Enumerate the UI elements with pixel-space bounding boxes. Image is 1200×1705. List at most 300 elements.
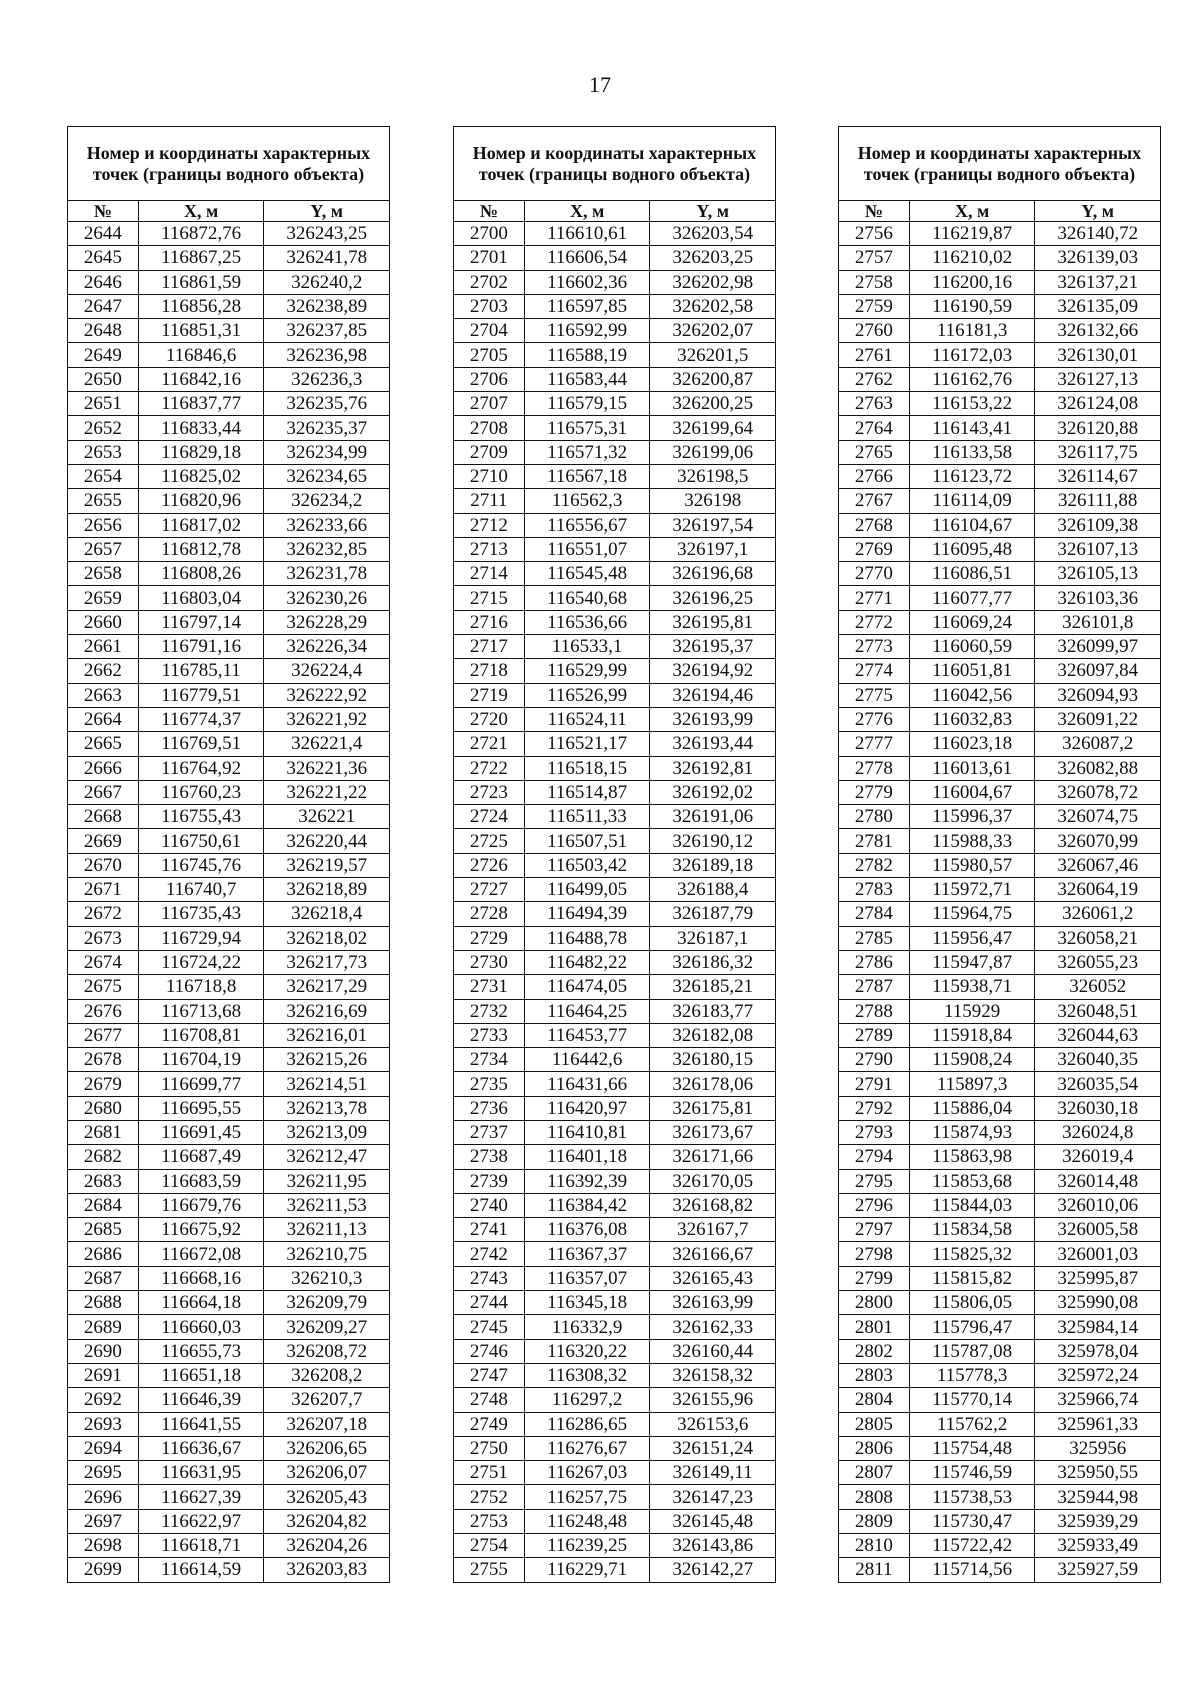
table-row — [839, 902, 1161, 926]
table-row — [454, 756, 776, 780]
table-row — [839, 1048, 1161, 1072]
table-title: Номер и координаты характерных точек (границы водного объекта) — [839, 127, 1161, 201]
table-row — [454, 853, 776, 877]
y-coordinate-cell: 326196,25 — [650, 586, 776, 610]
table-row — [839, 319, 1161, 343]
x-coordinate-cell: 116567,18 — [524, 464, 650, 488]
y-coordinate-cell: 326166,67 — [650, 1242, 776, 1266]
y-coordinate-cell: 326195,81 — [650, 610, 776, 634]
x-coordinate-cell: 116095,48 — [909, 537, 1035, 561]
point-number-cell: 2774 — [839, 659, 910, 683]
table-row — [68, 853, 390, 877]
table-row — [68, 659, 390, 683]
table-row — [68, 805, 390, 829]
table-row — [68, 999, 390, 1023]
x-coordinate-cell: 116488,78 — [524, 926, 650, 950]
table-row — [839, 1291, 1161, 1315]
table-row — [68, 1412, 390, 1436]
point-number-cell: 2704 — [454, 319, 525, 343]
x-coordinate-cell: 116104,67 — [909, 513, 1035, 537]
point-number-cell: 2731 — [454, 975, 525, 999]
point-number-cell: 2742 — [454, 1242, 525, 1266]
y-coordinate-cell: 326197,1 — [650, 537, 776, 561]
y-coordinate-cell: 326198,5 — [650, 464, 776, 488]
point-number-cell: 2748 — [454, 1388, 525, 1412]
table-row — [68, 586, 390, 610]
table-row — [839, 1023, 1161, 1047]
table-row — [68, 537, 390, 561]
table-row — [454, 950, 776, 974]
x-coordinate-cell: 116556,67 — [524, 513, 650, 537]
table-row — [839, 1266, 1161, 1290]
x-coordinate-cell: 116540,68 — [524, 586, 650, 610]
y-coordinate-cell: 326238,89 — [264, 294, 390, 318]
x-coordinate-cell: 116699,77 — [138, 1072, 264, 1096]
table-row — [839, 1193, 1161, 1217]
y-coordinate-cell: 326170,05 — [650, 1169, 776, 1193]
table-row — [68, 732, 390, 756]
x-coordinate-cell: 116679,76 — [138, 1193, 264, 1217]
x-coordinate-cell: 116503,42 — [524, 853, 650, 877]
column-header-number: № — [454, 201, 525, 222]
table-row — [454, 999, 776, 1023]
table-row — [454, 1363, 776, 1387]
y-coordinate-cell: 326147,23 — [650, 1485, 776, 1509]
y-coordinate-cell: 326220,44 — [264, 829, 390, 853]
point-number-cell: 2699 — [68, 1558, 139, 1582]
x-coordinate-cell: 115938,71 — [909, 975, 1035, 999]
y-coordinate-cell: 325950,55 — [1035, 1461, 1161, 1485]
point-number-cell: 2770 — [839, 562, 910, 586]
point-number-cell: 2799 — [839, 1266, 910, 1290]
table-row — [454, 1461, 776, 1485]
point-number-cell: 2784 — [839, 902, 910, 926]
x-coordinate-cell: 116521,17 — [524, 732, 650, 756]
table-row — [68, 1023, 390, 1047]
table-row — [68, 440, 390, 464]
y-coordinate-cell: 326167,7 — [650, 1218, 776, 1242]
y-coordinate-cell: 326171,66 — [650, 1145, 776, 1169]
x-coordinate-cell: 116842,16 — [138, 367, 264, 391]
y-coordinate-cell: 326218,89 — [264, 878, 390, 902]
point-number-cell: 2662 — [68, 659, 139, 683]
table-row — [454, 829, 776, 853]
y-coordinate-cell: 326155,96 — [650, 1388, 776, 1412]
table-row — [454, 319, 776, 343]
y-coordinate-cell: 326198 — [650, 489, 776, 513]
y-coordinate-cell: 326221,4 — [264, 732, 390, 756]
x-coordinate-cell: 115770,14 — [909, 1388, 1035, 1412]
table-row — [454, 1509, 776, 1533]
point-number-cell: 2754 — [454, 1534, 525, 1558]
x-coordinate-cell: 116069,24 — [909, 610, 1035, 634]
x-coordinate-cell: 116051,81 — [909, 659, 1035, 683]
point-number-cell: 2780 — [839, 805, 910, 829]
point-number-cell: 2730 — [454, 950, 525, 974]
x-coordinate-cell: 115956,47 — [909, 926, 1035, 950]
x-coordinate-cell: 116755,43 — [138, 805, 264, 829]
point-number-cell: 2703 — [454, 294, 525, 318]
table-row — [68, 1072, 390, 1096]
x-coordinate-cell: 116575,31 — [524, 416, 650, 440]
point-number-cell: 2808 — [839, 1485, 910, 1509]
x-coordinate-cell: 116812,78 — [138, 537, 264, 561]
point-number-cell: 2689 — [68, 1315, 139, 1339]
y-coordinate-cell: 326212,47 — [264, 1145, 390, 1169]
point-number-cell: 2737 — [454, 1120, 525, 1144]
x-coordinate-cell: 116499,05 — [524, 878, 650, 902]
y-coordinate-cell: 326240,2 — [264, 270, 390, 294]
x-coordinate-cell: 115754,48 — [909, 1436, 1035, 1460]
y-coordinate-cell: 325984,14 — [1035, 1315, 1161, 1339]
table-row — [839, 1558, 1161, 1582]
x-coordinate-cell: 116774,37 — [138, 707, 264, 731]
y-coordinate-cell: 326070,99 — [1035, 829, 1161, 853]
x-coordinate-cell: 116791,16 — [138, 635, 264, 659]
point-number-cell: 2658 — [68, 562, 139, 586]
coordinates-table — [838, 126, 1161, 1583]
point-number-cell: 2655 — [68, 489, 139, 513]
y-coordinate-cell: 325939,29 — [1035, 1509, 1161, 1533]
x-coordinate-cell: 116610,61 — [524, 222, 650, 246]
table-row — [454, 1023, 776, 1047]
x-coordinate-cell: 116631,95 — [138, 1461, 264, 1485]
point-number-cell: 2717 — [454, 635, 525, 659]
point-number-cell: 2783 — [839, 878, 910, 902]
point-number-cell: 2686 — [68, 1242, 139, 1266]
point-number-cell: 2682 — [68, 1145, 139, 1169]
table-row — [68, 878, 390, 902]
point-number-cell: 2809 — [839, 1509, 910, 1533]
point-number-cell: 2698 — [68, 1534, 139, 1558]
table-row — [454, 805, 776, 829]
table-row — [68, 392, 390, 416]
x-coordinate-cell: 116618,71 — [138, 1534, 264, 1558]
table-row — [68, 416, 390, 440]
y-coordinate-cell: 326218,4 — [264, 902, 390, 926]
table-row — [839, 683, 1161, 707]
x-coordinate-cell: 116162,76 — [909, 367, 1035, 391]
x-coordinate-cell: 116655,73 — [138, 1339, 264, 1363]
table-row — [68, 707, 390, 731]
table-row — [839, 1218, 1161, 1242]
y-coordinate-cell: 326139,03 — [1035, 246, 1161, 270]
point-number-cell: 2648 — [68, 319, 139, 343]
column-header-y: Y, м — [650, 201, 776, 222]
table-row — [839, 294, 1161, 318]
y-coordinate-cell: 326215,26 — [264, 1048, 390, 1072]
point-number-cell: 2767 — [839, 489, 910, 513]
table-row — [68, 1120, 390, 1144]
x-coordinate-cell: 116143,41 — [909, 416, 1035, 440]
y-coordinate-cell: 326186,32 — [650, 950, 776, 974]
y-coordinate-cell: 326209,27 — [264, 1315, 390, 1339]
table-row — [839, 367, 1161, 391]
y-coordinate-cell: 326168,82 — [650, 1193, 776, 1217]
point-number-cell: 2693 — [68, 1412, 139, 1436]
point-number-cell: 2743 — [454, 1266, 525, 1290]
point-number-cell: 2708 — [454, 416, 525, 440]
point-number-cell: 2690 — [68, 1339, 139, 1363]
x-coordinate-cell: 116614,59 — [138, 1558, 264, 1582]
y-coordinate-cell: 326224,4 — [264, 659, 390, 683]
table-row — [454, 1242, 776, 1266]
y-coordinate-cell: 326137,21 — [1035, 270, 1161, 294]
x-coordinate-cell: 116410,81 — [524, 1120, 650, 1144]
point-number-cell: 2746 — [454, 1339, 525, 1363]
y-coordinate-cell: 326067,46 — [1035, 853, 1161, 877]
point-number-cell: 2716 — [454, 610, 525, 634]
point-number-cell: 2803 — [839, 1363, 910, 1387]
x-coordinate-cell: 116511,33 — [524, 805, 650, 829]
table-row — [839, 1072, 1161, 1096]
point-number-cell: 2763 — [839, 392, 910, 416]
table-row — [68, 1485, 390, 1509]
table-row — [839, 464, 1161, 488]
point-number-cell: 2665 — [68, 732, 139, 756]
point-number-cell: 2700 — [454, 222, 525, 246]
x-coordinate-cell: 116846,6 — [138, 343, 264, 367]
table-row — [68, 1242, 390, 1266]
y-coordinate-cell: 325990,08 — [1035, 1291, 1161, 1315]
x-coordinate-cell: 116735,43 — [138, 902, 264, 926]
table-row — [839, 1315, 1161, 1339]
x-coordinate-cell: 116442,6 — [524, 1048, 650, 1072]
y-coordinate-cell: 326200,87 — [650, 367, 776, 391]
point-number-cell: 2656 — [68, 513, 139, 537]
x-coordinate-cell: 115918,84 — [909, 1023, 1035, 1047]
table-row — [454, 1193, 776, 1217]
point-number-cell: 2738 — [454, 1145, 525, 1169]
x-coordinate-cell: 116687,49 — [138, 1145, 264, 1169]
x-coordinate-cell: 116825,02 — [138, 464, 264, 488]
table-row — [454, 1048, 776, 1072]
table-row — [839, 635, 1161, 659]
x-coordinate-cell: 116401,18 — [524, 1145, 650, 1169]
y-coordinate-cell: 326107,13 — [1035, 537, 1161, 561]
y-coordinate-cell: 326216,69 — [264, 999, 390, 1023]
point-number-cell: 2745 — [454, 1315, 525, 1339]
point-number-cell: 2680 — [68, 1096, 139, 1120]
table-row — [68, 635, 390, 659]
x-coordinate-cell: 116482,22 — [524, 950, 650, 974]
table-row — [839, 853, 1161, 877]
table-row — [454, 1558, 776, 1582]
x-coordinate-cell: 116545,48 — [524, 562, 650, 586]
x-coordinate-cell: 116200,16 — [909, 270, 1035, 294]
x-coordinate-cell: 116597,85 — [524, 294, 650, 318]
x-coordinate-cell: 115996,37 — [909, 805, 1035, 829]
point-number-cell: 2673 — [68, 926, 139, 950]
x-coordinate-cell: 116708,81 — [138, 1023, 264, 1047]
x-coordinate-cell: 116431,66 — [524, 1072, 650, 1096]
table-row — [68, 489, 390, 513]
y-coordinate-cell: 326048,51 — [1035, 999, 1161, 1023]
y-coordinate-cell: 326194,92 — [650, 659, 776, 683]
y-coordinate-cell: 326196,68 — [650, 562, 776, 586]
table-row — [839, 707, 1161, 731]
point-number-cell: 2709 — [454, 440, 525, 464]
x-coordinate-cell: 115762,2 — [909, 1412, 1035, 1436]
point-number-cell: 2787 — [839, 975, 910, 999]
x-coordinate-cell: 116803,04 — [138, 586, 264, 610]
point-number-cell: 2713 — [454, 537, 525, 561]
table-row — [68, 294, 390, 318]
x-coordinate-cell: 115988,33 — [909, 829, 1035, 853]
point-number-cell: 2772 — [839, 610, 910, 634]
x-coordinate-cell: 116181,3 — [909, 319, 1035, 343]
y-coordinate-cell: 326233,66 — [264, 513, 390, 537]
x-coordinate-cell: 115722,42 — [909, 1534, 1035, 1558]
x-coordinate-cell: 115730,47 — [909, 1509, 1035, 1533]
x-coordinate-cell: 116474,05 — [524, 975, 650, 999]
y-coordinate-cell: 326140,72 — [1035, 222, 1161, 246]
table-row — [839, 950, 1161, 974]
x-coordinate-cell: 116867,25 — [138, 246, 264, 270]
table-row — [454, 294, 776, 318]
x-coordinate-cell: 115806,05 — [909, 1291, 1035, 1315]
x-coordinate-cell: 116695,55 — [138, 1096, 264, 1120]
x-coordinate-cell: 116602,36 — [524, 270, 650, 294]
x-coordinate-cell: 116219,87 — [909, 222, 1035, 246]
point-number-cell: 2796 — [839, 1193, 910, 1217]
point-number-cell: 2773 — [839, 635, 910, 659]
y-coordinate-cell: 326182,08 — [650, 1023, 776, 1047]
x-coordinate-cell: 116077,77 — [909, 586, 1035, 610]
y-coordinate-cell: 326097,84 — [1035, 659, 1161, 683]
y-coordinate-cell: 326197,54 — [650, 513, 776, 537]
x-coordinate-cell: 116668,16 — [138, 1266, 264, 1290]
y-coordinate-cell: 326192,02 — [650, 780, 776, 804]
x-coordinate-cell: 116718,8 — [138, 975, 264, 999]
table-row — [454, 659, 776, 683]
table-row — [839, 416, 1161, 440]
y-coordinate-cell: 326209,79 — [264, 1291, 390, 1315]
table-body — [68, 222, 390, 1583]
x-coordinate-cell: 116797,14 — [138, 610, 264, 634]
table-row — [839, 489, 1161, 513]
point-number-cell: 2688 — [68, 1291, 139, 1315]
column-header-x: X, м — [524, 201, 650, 222]
point-number-cell: 2661 — [68, 635, 139, 659]
table-row — [454, 1096, 776, 1120]
point-number-cell: 2789 — [839, 1023, 910, 1047]
point-number-cell: 2755 — [454, 1558, 525, 1582]
x-coordinate-cell: 116750,61 — [138, 829, 264, 853]
x-coordinate-cell: 116494,39 — [524, 902, 650, 926]
table-row — [839, 222, 1161, 246]
x-coordinate-cell: 115746,59 — [909, 1461, 1035, 1485]
point-number-cell: 2681 — [68, 1120, 139, 1144]
x-coordinate-cell: 116332,9 — [524, 1315, 650, 1339]
table-row — [68, 1534, 390, 1558]
x-coordinate-cell: 116562,3 — [524, 489, 650, 513]
y-coordinate-cell: 326162,33 — [650, 1315, 776, 1339]
table-row — [454, 610, 776, 634]
table-row — [454, 683, 776, 707]
point-number-cell: 2765 — [839, 440, 910, 464]
point-number-cell: 2802 — [839, 1339, 910, 1363]
point-number-cell: 2726 — [454, 853, 525, 877]
y-coordinate-cell: 326145,48 — [650, 1509, 776, 1533]
y-coordinate-cell: 326087,2 — [1035, 732, 1161, 756]
x-coordinate-cell: 116376,08 — [524, 1218, 650, 1242]
table-row — [68, 1388, 390, 1412]
table-row — [68, 464, 390, 488]
point-number-cell: 2650 — [68, 367, 139, 391]
x-coordinate-cell: 115787,08 — [909, 1339, 1035, 1363]
point-number-cell: 2720 — [454, 707, 525, 731]
y-coordinate-cell: 326183,77 — [650, 999, 776, 1023]
y-coordinate-cell: 326204,26 — [264, 1534, 390, 1558]
table-row — [454, 1218, 776, 1242]
y-coordinate-cell: 326187,79 — [650, 902, 776, 926]
y-coordinate-cell: 326217,73 — [264, 950, 390, 974]
y-coordinate-cell: 326135,09 — [1035, 294, 1161, 318]
coordinates-table — [67, 126, 390, 1583]
point-number-cell: 2762 — [839, 367, 910, 391]
y-coordinate-cell: 326117,75 — [1035, 440, 1161, 464]
table-row — [839, 659, 1161, 683]
y-coordinate-cell: 326235,37 — [264, 416, 390, 440]
table-row — [68, 829, 390, 853]
x-coordinate-cell: 116820,96 — [138, 489, 264, 513]
x-coordinate-cell: 116664,18 — [138, 1291, 264, 1315]
x-coordinate-cell: 116713,68 — [138, 999, 264, 1023]
y-coordinate-cell: 326124,08 — [1035, 392, 1161, 416]
table-row — [454, 1388, 776, 1412]
point-number-cell: 2683 — [68, 1169, 139, 1193]
point-number-cell: 2778 — [839, 756, 910, 780]
point-number-cell: 2670 — [68, 853, 139, 877]
x-coordinate-cell: 115929 — [909, 999, 1035, 1023]
x-coordinate-cell: 116683,59 — [138, 1169, 264, 1193]
point-number-cell: 2647 — [68, 294, 139, 318]
point-number-cell: 2659 — [68, 586, 139, 610]
table-row — [454, 343, 776, 367]
x-coordinate-cell: 115908,24 — [909, 1048, 1035, 1072]
x-coordinate-cell: 116606,54 — [524, 246, 650, 270]
x-coordinate-cell: 116583,44 — [524, 367, 650, 391]
x-coordinate-cell: 115738,53 — [909, 1485, 1035, 1509]
table-row — [454, 367, 776, 391]
point-number-cell: 2692 — [68, 1388, 139, 1412]
coordinates-table — [453, 126, 776, 1583]
table-row — [839, 1096, 1161, 1120]
y-coordinate-cell: 326221,92 — [264, 707, 390, 731]
point-number-cell: 2804 — [839, 1388, 910, 1412]
table-row — [454, 780, 776, 804]
y-coordinate-cell: 326221,36 — [264, 756, 390, 780]
point-number-cell: 2739 — [454, 1169, 525, 1193]
point-number-cell: 2710 — [454, 464, 525, 488]
y-coordinate-cell: 326191,06 — [650, 805, 776, 829]
y-coordinate-cell: 326199,64 — [650, 416, 776, 440]
y-coordinate-cell: 326101,8 — [1035, 610, 1161, 634]
x-coordinate-cell: 116760,23 — [138, 780, 264, 804]
point-number-cell: 2664 — [68, 707, 139, 731]
point-number-cell: 2669 — [68, 829, 139, 853]
table-row — [839, 1388, 1161, 1412]
y-coordinate-cell: 326195,37 — [650, 635, 776, 659]
x-coordinate-cell: 116551,07 — [524, 537, 650, 561]
y-coordinate-cell: 326243,25 — [264, 222, 390, 246]
y-coordinate-cell: 326222,92 — [264, 683, 390, 707]
table-row — [68, 1291, 390, 1315]
point-number-cell: 2756 — [839, 222, 910, 246]
x-coordinate-cell: 116724,22 — [138, 950, 264, 974]
point-number-cell: 2797 — [839, 1218, 910, 1242]
